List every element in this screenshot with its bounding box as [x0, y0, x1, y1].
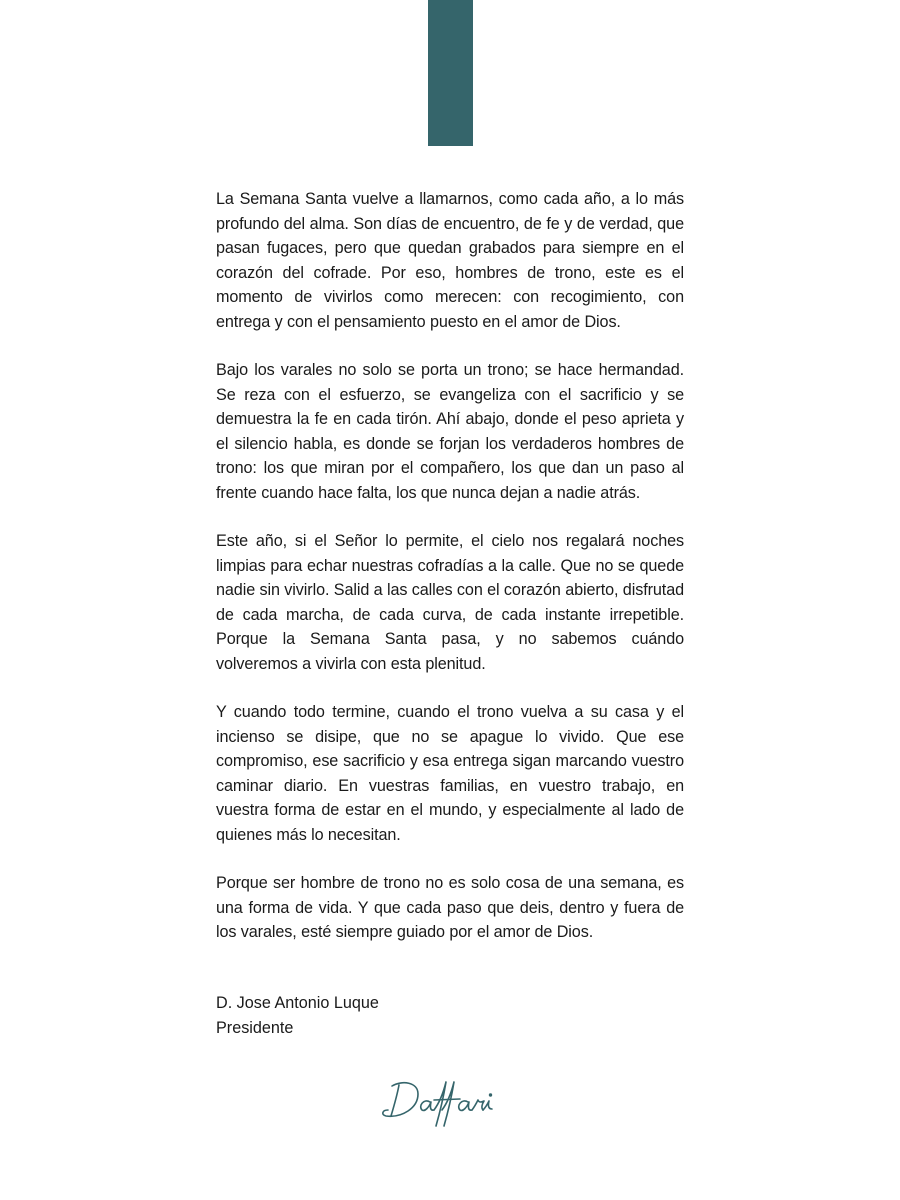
signatory-role: Presidente: [216, 1019, 294, 1037]
letter-paragraph: Porque ser hombre de trono no es solo cosa de una semana, es una forma de vida. Y que cada paso que deis, dentro y fuera de los varales, esté siempre guiado por el amor de Dios.: [216, 874, 684, 941]
letter-body: [216, 187, 684, 969]
decorative-top-bar: [428, 0, 473, 146]
signatory-name: D. Jose Antonio Luque: [216, 994, 379, 1012]
letter-paragraph: Y cuando todo termine, cuando el trono vuelva a su casa y el incienso se disipe, que no se apague lo vivido. Que ese compromiso, ese sacrificio y esa entrega sigan marcando vuestro caminar diario. En vuestras familias, en vuestro trabajo, en vuestra forma de estar en el mundo, y especialmente al lado de quienes más lo necesitan.: [216, 703, 684, 844]
letter-paragraph: La Semana Santa vuelve a llamarnos, como cada año, a lo más profundo del alma. Son días de encuentro, de fe y de verdad, que pasan fugaces, pero que quedan grabados para siempre en el corazón del cofrade. Por eso, hombres de trono, este es el momento de vivirlos como merecen: con recogimiento, con entrega y con el pensamiento puesto en el amor de Dios.: [216, 190, 684, 331]
letter-paragraph: Bajo los varales no solo se porta un trono; se hace hermandad. Se reza con el esfuerzo, se evangeliza con el sacrificio y se demuestra la fe en cada tirón. Ahí abajo, donde el peso aprieta y el silencio habla, es donde se forjan los verdaderos hombres de trono: los que miran por el compañero, los que dan un paso al frente cuando hace falta, los que nunca dejan a nadie atrás.: [216, 361, 684, 502]
signature-block: [216, 991, 379, 1041]
letter-paragraph: Este año, si el Señor lo permite, el cielo nos regalará noches limpias para echar nuestras cofradías a la calle. Que no se quede nadie sin vivirlo. Salid a las calles con el corazón abierto, disfrutad de cada marcha, de cada curva, de cada instante irrepetible. Porque la Semana Santa pasa, y no sabemos cuándo volveremos a vivirla con esta plenitud.: [216, 532, 684, 673]
daffari-logo: [378, 1072, 523, 1132]
